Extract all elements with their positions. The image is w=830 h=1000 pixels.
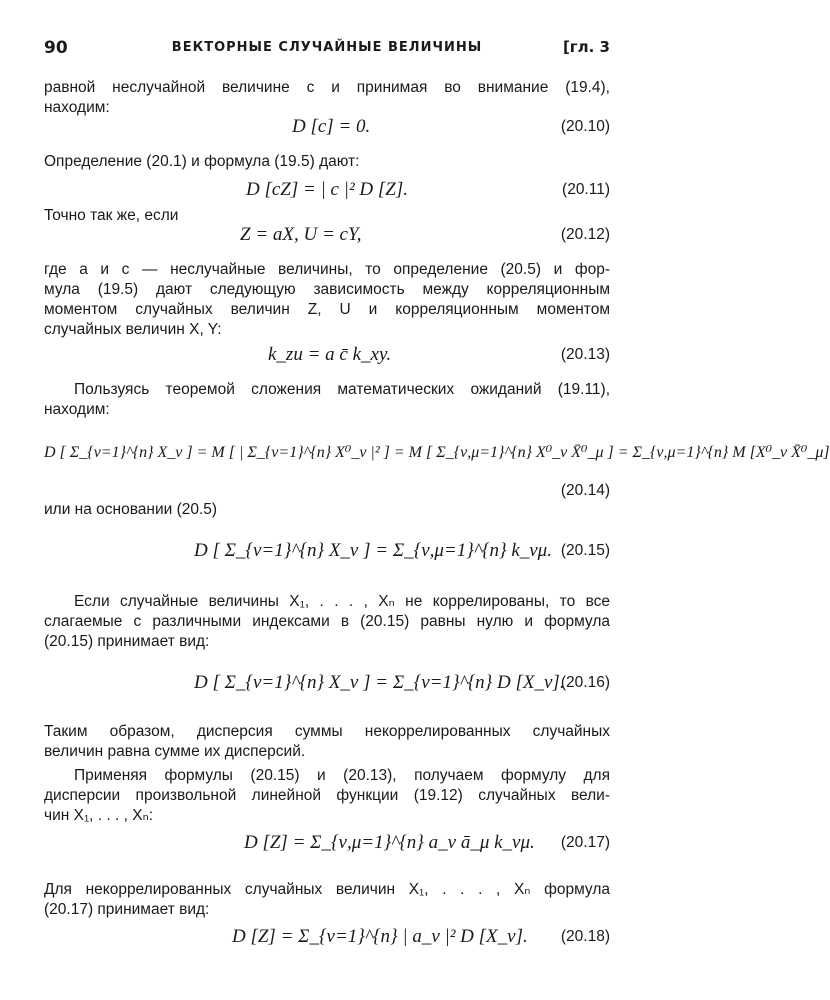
equation-number: (20.13) [560, 346, 610, 363]
paragraph-10 [44, 880, 610, 920]
paragraph-3 [44, 206, 610, 226]
paragraph-8 [44, 722, 610, 762]
equation-formula: D [Z] = Σ_{ν=1}^{n} | a_ν |² D [X_ν]. [232, 926, 528, 947]
equation-20-13 [44, 344, 610, 374]
equation-formula: D [ Σ_{ν=1}^{n} X_ν ] = Σ_{ν=1}^{n} D [X_ν]. [194, 672, 565, 693]
page-number: 90 [44, 38, 68, 58]
text-line: находим: [44, 99, 110, 116]
text-line: Для некоррелированных случайных величин X₁, . . . , Xₙ формула [44, 881, 610, 898]
equation-20-18 [44, 926, 610, 956]
equation-formula: D [cZ] = | c |² D [Z]. [246, 179, 408, 200]
equation-number: (20.18) [560, 928, 610, 945]
text-line: Определение (20.1) и формула (19.5) дают: [44, 153, 360, 170]
text-line: мула (19.5) дают следующую зависимость между корреляционным [44, 281, 610, 298]
text-line: чин X₁, . . . , Xₙ: [44, 807, 154, 824]
paragraph-6 [44, 500, 610, 520]
equation-20-17 [44, 832, 610, 862]
equation-20-10 [44, 116, 610, 146]
text-line: или на основании (20.5) [44, 501, 218, 518]
text-line: Если случайные величины X₁, . . . , Xₙ не коррелированы, то все [74, 593, 610, 610]
text-line: Применяя формулы (20.15) и (20.13), получаем формулу для [74, 767, 610, 784]
running-title: ВЕКТОРНЫЕ СЛУЧАЙНЫЕ ВЕЛИЧИНЫ [171, 40, 483, 55]
equation-number: (20.16) [560, 674, 610, 691]
text-line: случайных величин X, Y: [44, 321, 222, 338]
equation-formula: k_zu = a c̄ k_xy. [268, 344, 392, 365]
text-line: находим: [44, 401, 110, 418]
equation-number: (20.10) [560, 118, 610, 135]
text-line: где a и c — неслучайные величины, то определение (20.5) и фор- [44, 261, 610, 278]
text-line: Таким образом, дисперсия суммы некоррелированных случайных [44, 723, 610, 740]
equation-number: (20.15) [560, 542, 610, 559]
equation-number: (20.11) [562, 181, 610, 198]
paragraph-1 [44, 78, 610, 118]
equation-number: (20.17) [560, 834, 610, 851]
equation-formula: D [Z] = Σ_{ν,μ=1}^{n} a_ν ā_μ k_νμ. [244, 832, 535, 853]
text-line: слагаемые с различными индексами в (20.15) равны нулю и формула [44, 613, 610, 630]
paragraph-7 [44, 592, 610, 652]
text-line: (20.15) принимает вид: [44, 633, 210, 650]
text-line: величин равна сумме их дисперсий. [44, 743, 306, 760]
page [44, 38, 830, 978]
text-line: Пользуясь теоремой сложения математических ожиданий (19.11), [74, 381, 610, 398]
equation-20-16 [44, 672, 610, 702]
equation-formula: D [ Σ_{ν=1}^{n} X_ν ] = Σ_{ν,μ=1}^{n} k_νμ. [194, 540, 552, 561]
paragraph-2 [44, 152, 610, 172]
chapter-label: [гл. 3 [562, 38, 610, 56]
paragraph-4 [44, 260, 610, 340]
text-line: моментом случайных величин Z, U и корреляционным моментом [44, 301, 610, 318]
text-line: (20.17) принимает вид: [44, 901, 210, 918]
text-line: Точно так же, если [44, 207, 179, 224]
equation-formula: Z = aX, U = cY, [240, 224, 362, 245]
paragraph-5 [44, 380, 610, 420]
paragraph-9 [44, 766, 610, 826]
equation-20-12 [44, 224, 610, 254]
equation-20-11 [44, 179, 610, 209]
equation-formula: D [ Σ_{ν=1}^{n} X_ν ] = M [ | Σ_{ν=1}^{n} X⁰_ν |² ] = M [ Σ_{ν,μ=1}^{n} X⁰_ν X̄⁰_μ ] = Σ_{ν,μ=1}^{n} M [X⁰_ν X̄⁰_μ] [44, 444, 830, 461]
text-line: равной неслучайной величине c и принимая во внимание (19.4), [44, 79, 610, 96]
equation-number: (20.14) [560, 482, 610, 499]
equation-20-15 [44, 540, 610, 570]
text-line: дисперсии произвольной линейной функции (19.12) случайных вели- [44, 787, 610, 804]
equation-number: (20.12) [560, 226, 610, 243]
running-header [44, 38, 610, 62]
equation-formula: D [c] = 0. [292, 116, 371, 137]
